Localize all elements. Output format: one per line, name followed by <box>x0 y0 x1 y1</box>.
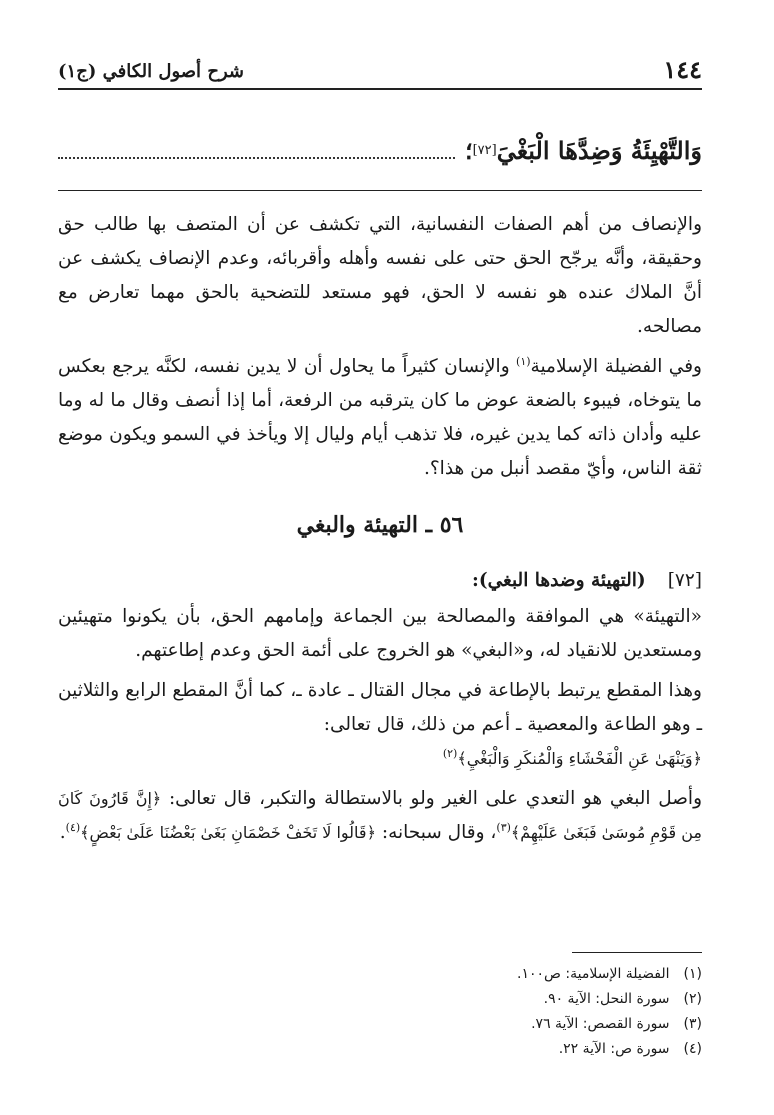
paragraph-fadila <box>58 350 702 486</box>
comment-paragraph-2-text: وهذا المقطع يرتبط بالإطاعة في مجال القتال ـ عادة ـ، كما أنَّ المقطع الرابع والثلاثين ـ وهو الطاعة والمعصية ـ أعم من ذلك، قال تعالى: <box>58 680 702 735</box>
footnote-text: سورة القصص: الآية ٧٦. <box>531 1016 670 1032</box>
footnote-ref-2: (٢) <box>442 746 458 760</box>
comment-heading <box>58 564 702 598</box>
separator-rule <box>58 190 702 191</box>
quran-verse-2: ﴿إِنَّ قَارُونَ كَانَ مِن قَوْمِ مُوسَىٰ فَبَغَىٰ عَلَيْهِمْ﴾ <box>58 789 702 842</box>
dotted-leader <box>58 141 455 159</box>
footnote-text: سورة النحل: الآية ٩٠. <box>543 991 670 1007</box>
comment-paragraph-3-middle: ، وقال سبحانه: <box>375 822 497 843</box>
footnote-ref-1: (١) <box>516 354 531 368</box>
footnote-ref-3: (٣) <box>496 820 511 834</box>
footnote-ref-4: (٤) <box>65 820 81 834</box>
comment-paragraph-3 <box>58 782 702 850</box>
footnote-text: سورة ص: الآية ٢٢. <box>558 1041 670 1057</box>
paragraph-insaf: والإنصاف من أهم الصفات النفسانية، التي تكشف عن أن المتصف بها طالب حق وحقيقة، وأنَّه يرجّح الحق حتى على نفسه وأهله وأقربائه، وعدم الإنصاف يكشف عن أنَّ الملاك عنده هو نفسه لا الحق، فهو مستعد للتضحية بالحق مهما تعارض مع مصالحه. <box>58 214 702 337</box>
footnote-number: (٣) <box>683 1016 702 1032</box>
paragraph-fadila-start: وفي الفضيلة الإسلامية <box>530 356 702 377</box>
footnote-item <box>58 1037 702 1062</box>
matn-end-mark: ؛ <box>464 135 473 165</box>
paragraph-fadila-rest: والإنسان كثيراً ما يحاول أن لا يدين نفسه، لكنَّه يرجع بعكس ما يتوخاه، فيبوء بالضعة عوض ما كان يترقبه من الرفعة، أما إذا أنصف وقال ما له وما عليه وأدان ذاته كما يدين غيره، فلا تذهب أيام وليال إلا ويأخذ في السمو ويكون موضع ثقة الناس، وأيّ مقصد أنبل من هذا؟. <box>58 356 702 479</box>
footnote-rule <box>572 952 702 953</box>
commentary-body <box>58 208 702 856</box>
footnote-number: (٤) <box>683 1041 702 1057</box>
matn-reference: [٧٢] <box>472 142 497 158</box>
matn-line <box>58 128 702 172</box>
quran-verse-3: ﴿قَالُوا لَا تَخَفْ خَصْمَانِ بَغَىٰ بَعْضُنَا عَلَىٰ بَعْضٍ﴾ <box>80 823 376 842</box>
footnote-text: الفضيلة الإسلامية: ص١٠٠. <box>517 966 670 982</box>
comment-title: (التهيئة وضدها البغي): <box>472 570 646 591</box>
page-number: ١٤٤ <box>663 55 702 84</box>
footnote-item <box>58 1012 702 1037</box>
comment-paragraph-1: «التهيئة» هي الموافقة والمصالحة بين الجماعة وإمامهم الحق، بأن يكونوا متهيئين ومستعدين للانقياد له، و«البغي» هو الخروج على أئمة الحق وعدم إطاعتهم. <box>58 606 702 661</box>
comment-paragraph-2 <box>58 674 702 776</box>
comment-number: [٧٢] <box>667 570 702 591</box>
comment-paragraph-3-start: وأصل البغي هو التعدي على الغير ولو بالاستطالة والتكبر، قال تعالى: <box>161 788 703 809</box>
page-header <box>58 52 702 90</box>
footnote-item <box>58 962 702 987</box>
footnote-number: (٢) <box>683 991 702 1007</box>
footnotes <box>58 962 702 1062</box>
footnote-item <box>58 987 702 1012</box>
running-title: شرح أصول الكافي (ج١) <box>58 61 244 82</box>
footnote-number: (١) <box>683 966 702 982</box>
comment-paragraph-3-end: . <box>59 822 66 843</box>
quran-verse-1: ﴿وَيَنْهَىٰ عَنِ الْفَحْشَاءِ وَالْمُنكَرِ وَالْبَغْيِ﴾ <box>457 749 702 768</box>
matn-text: وَالتَّهْيِئَةُ وَضِدَّهَا الْبَغْيَ <box>496 135 702 165</box>
section-heading: ٥٦ ـ التهيئة والبغي <box>296 512 464 538</box>
